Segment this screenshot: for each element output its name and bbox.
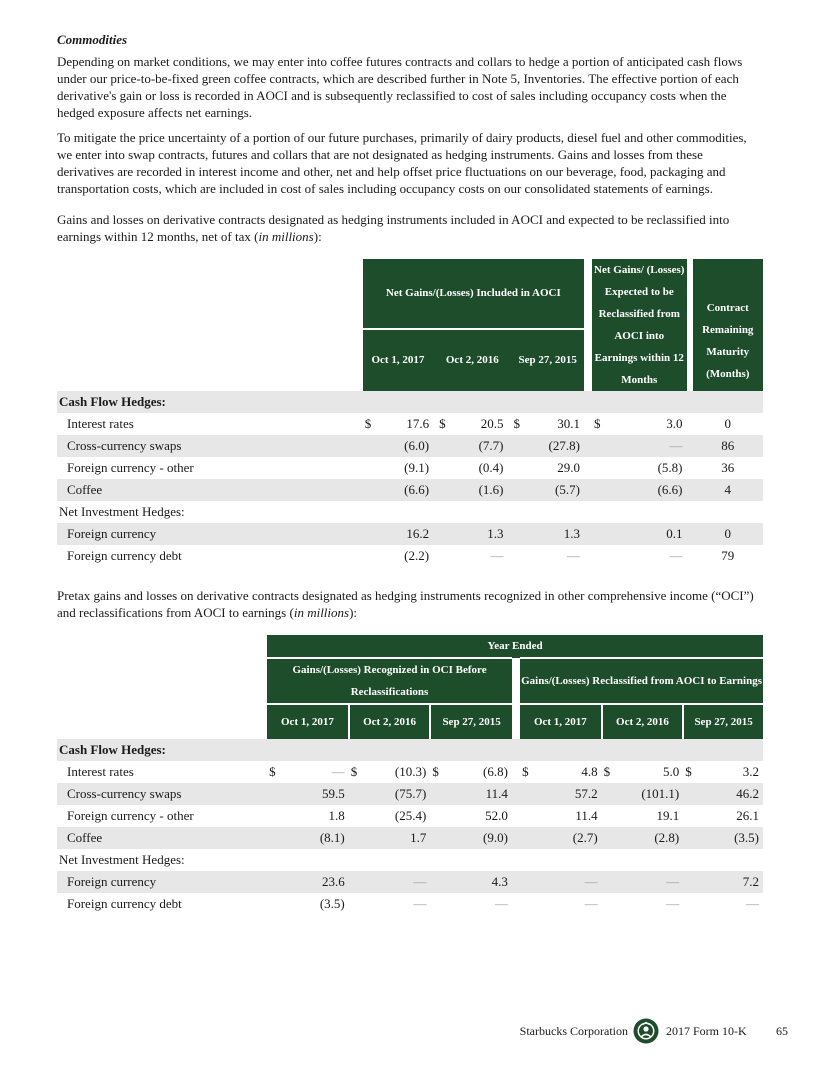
section-heading: Commodities (57, 32, 128, 47)
footer-company: Starbucks Corporation (519, 1024, 628, 1038)
paragraph-coffee-hedging: Depending on market conditions, we may enter into coffee futures contracts and collars to hedge a portion of anticipated cash flows under our price-to-be-fixed green coffee contracts, which are described further in Note 5, Inventories. The effective portion of each derivative's gain or loss is recorded in AOCI and is subsequently reclassified to cost of sales including occupancy costs when the hedged exposure affects net earnings. (57, 54, 743, 120)
footer-form: 2017 Form 10-K (666, 1024, 747, 1038)
aoci-group-header: Net Gains/(Losses) Included in AOCI (363, 259, 584, 329)
col-oct-2017: Oct 1, 2017 (363, 329, 433, 391)
section-cash-flow-hedges: Cash Flow Hedges: (57, 739, 267, 761)
maturity-header: Contract Remaining Maturity (Months) (693, 259, 763, 391)
aoci-gains-table (57, 259, 763, 567)
col-sep-2015: Sep 27, 2015 (430, 704, 512, 739)
table-row: Foreign currency 23.6 — 4.3 — — 7.2 (57, 871, 763, 893)
col-oct-2016: Oct 2, 2016 (437, 329, 507, 391)
page-number: 65 (776, 1024, 788, 1038)
table-row: Cross-currency swaps (6.0) (7.7) (27.8) — 86 (57, 435, 763, 457)
table-row: Foreign currency 16.2 1.3 1.3 0.1 0 (57, 523, 763, 545)
page-footer (0, 1016, 817, 1046)
col-sep-2015: Sep 27, 2015 (512, 329, 584, 391)
table2-intro: Pretax gains and losses on derivative contracts designated as hedging instruments recognized in other comprehensive income (“OCI”) and reclassifications from AOCI to earnings (in millions): (57, 588, 754, 620)
table-row: Interest rates $ 17.6 $ 20.5 $ 30.1 $ 3.0 0 (67, 416, 732, 431)
section-cash-flow-hedges: Cash Flow Hedges: (57, 391, 363, 413)
table1-intro: Gains and losses on derivative contracts designated as hedging instruments included in AOCI and expected to be reclassified into earnings within 12 months, net of tax (in millions): (57, 212, 730, 244)
table-row: Foreign currency debt (3.5) — — — — — (67, 896, 759, 911)
recognized-oci-header: Gains/(Losses) Recognized in OCI Before Reclassifications (267, 658, 512, 704)
starbucks-siren-logo-icon (633, 1018, 659, 1044)
table-row: Coffee (6.6) (1.6) (5.7) (6.6) 4 (57, 479, 763, 501)
section-net-investment-hedges: Net Investment Hedges: (59, 852, 185, 867)
expected-reclass-header: Net Gains/ (Losses) Expected to be Reclassified from AOCI into Earnings within 12 Months (592, 259, 687, 391)
table-row: Foreign currency - other (9.1) (0.4) 29.0 (5.8) 36 (67, 460, 735, 475)
table-row: Coffee (8.1) 1.7 (9.0) (2.7) (2.8) (3.5) (57, 827, 763, 849)
page-content (57, 32, 763, 915)
table-row: Foreign currency - other 1.8 (25.4) 52.0 11.4 19.1 26.1 (67, 808, 759, 823)
col-sep-2015: Sep 27, 2015 (683, 704, 763, 739)
table-row: Foreign currency debt (2.2) — — — 79 (67, 548, 735, 563)
table-row: Cross-currency swaps 59.5 (75.7) 11.4 57.2 (101.1) 46.2 (57, 783, 763, 805)
table-row: Interest rates $ — $ (10.3) $ (6.8) $ 4.8 $ 5.0 $ 3.2 (67, 764, 759, 779)
paragraph-commodity-swaps: To mitigate the price uncertainty of a portion of our future purchases, primarily of dairy products, diesel fuel and other commodities, we enter into swap contracts, futures and collars that are not designated as hedging instruments. Gains and losses from these derivatives are recorded in interest income and other, net and help offset price fluctuations on our beverage, food, packaging and transportation costs, which are included in cost of sales including occupancy costs on our consolidated statements of earnings. (57, 130, 747, 196)
year-ended-header: Year Ended (267, 635, 763, 658)
section-net-investment-hedges: Net Investment Hedges: (59, 504, 185, 519)
col-oct-2016: Oct 2, 2016 (349, 704, 431, 739)
reclassified-header: Gains/(Losses) Reclassified from AOCI to Earnings (520, 658, 763, 704)
col-oct-2017: Oct 1, 2017 (520, 704, 602, 739)
col-oct-2016: Oct 2, 2016 (602, 704, 684, 739)
oci-reclassification-table (57, 635, 763, 915)
col-oct-2017: Oct 1, 2017 (267, 704, 349, 739)
